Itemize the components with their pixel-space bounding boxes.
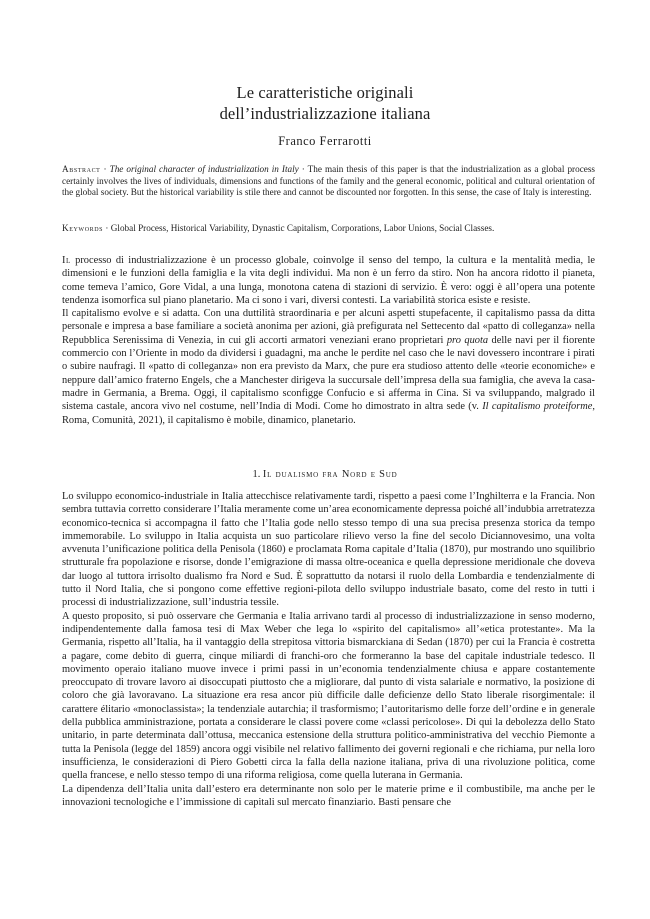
author-name: Franco Ferrarotti (278, 134, 372, 148)
intro-paragraph-1 (62, 254, 595, 307)
intro-paragraph-2-part-a: Il capitalismo evolve e si adatta. Con una duttilità straordinaria e per alcuni aspetti stupefacente, il capitalismo passa da ditta personale e impresa a base familiare a società anonima per azioni, già prefigurata nel Settecento dal «patto di colleganza» nella Repubblica Serenissima di Venezia, in cui gli accorti armatori veneziani erano proprietari (62, 308, 595, 346)
section-heading-1 (0, 468, 650, 481)
keywords-label: Keywords (62, 223, 104, 233)
keywords-text: · Global Process, Historical Variability, Dynastic Capitalism, Corporations, Labor Unions, Social Classes. (103, 223, 495, 233)
abstract (62, 164, 595, 199)
keywords (62, 223, 595, 235)
section-number: 1. (252, 469, 263, 480)
introduction-body (62, 254, 595, 427)
intro-paragraph-2-part-b: delle navi per il fiorente commercio con l’Oriente in modo da dividersi i guadagni, ma anche le perdite nel caso che le navi dovessero incontrare i pirati o subire naufragi. Il «patto di colleganza» non era previsto da Marx, che pure era studioso attento delle «teorie economiche» e neppure dall’amico fraterno Engels, che a Manchester dirigeva la succursale dell’impresa della sua famiglia, che aveva la casa-madre in Germania, a Brema. Oggi, il capitalismo sconfigge Confucio e si afferma in Cina. Si va sviluppando, malgrado il sistema castale, ancora vivo nel costume, nell’India di Modi. Come ho dimostrato in altra sede (v. (62, 334, 595, 413)
intro-italic-pro-quota: pro quota (446, 334, 489, 346)
intro-paragraph-2 (62, 307, 595, 427)
abstract-label: Abstract (62, 164, 101, 174)
abstract-separator: · (100, 164, 110, 174)
section-1-paragraph-2: A questo proposito, si può osservare che Germania e Italia arrivano tardi al processo di industrializzazione in senso moderno, indipendentemente dalla famosa tesi di Max Weber che lega lo «spirito del capitalismo» all’«etica protestante». Ma la Germania, rispetto all’Italia, ha il vantaggio della strepitosa vittoria bismarckiana di Sedan (1870) per cui la Francia è costretta a pagare, come debito di guerra, cinque miliardi di franchi-oro che formeranno la base del capitale industriale tedesco. Il movimento operaio italiano muove invece i primi passi in un’economia tendenzialmente chiusa e appare costantemente preoccupato di trovare lavoro ai disoccupati piuttosto che a migliorare, dal punto di vista salariale e normativo, la posizione di coloro che già lavoravano. La situazione era resa ancor più difficile dalle deficienze dello Stato liberale risorgimentale: il carattere élitario «monoclassista»; la tendenziale autarchia; il trasformismo; l’autoritarismo delle forze dell’ordine e in generale della pubblica amministrazione, portata a considerare le classi povere come «classi pericolose». Di qui la debolezza dello Stato unitario, in parte determinata dall’ottusa, meccanica estensione della struttura politico-amministrativa del vecchio Piemonte a tutta la Penisola (legge del 1859) ancora oggi visibile nel relativo fallimento dei governi regionali e che richiama, pur nella loro insufficienza, le considerazioni di Piero Gobetti circa la falla della nazione italiana, priva di una rivoluzione politica, come quella francese, e nello stesso tempo di una riforma religiosa, come quella luterana in Germania. (62, 610, 595, 782)
intro-paragraph-1-text: processo di industrializzazione è un processo globale, coinvolge il senso del tempo, la cultura e la mentalità media, le dimensioni e le funzioni della famiglia e la vita degli individui. Ma non è un ferro da stiro. Non ha ancora ridotto il pianeta, come temeva l’amico, Gore Vidal, a una lunga, monotona catena di stazioni di servizio. È vero: oggi è all’opera una potente tendenza isomorfica sul piano planetario. Ma ci sono i vari, diversi contesti. La variabilità storica esiste e resiste. (62, 255, 595, 306)
abstract-english-title: The original character of industrialization in Italy (109, 164, 299, 174)
section-1-body (62, 490, 595, 809)
section-1-paragraph-1: Lo sviluppo economico-industriale in Italia attecchisce relativamente tardi, rispetto a paesi come l’Inghilterra e la Francia. Non sembra tuttavia corretto considerare l’Italia meramente come un’area economicamente depressa poiché all’indubbia arretratezza economico-tecnica si accompagna il fatto che l’Italia gode nello stesso tempo di una sua precisa presenza storica da tempo immemorabile. Lo sviluppo in Italia acquista un suo particolare rilievo verso la fine del secolo Diciannovesimo, una volta avvenuta l’unificazione politica della Penisola (1860) e proclamata Roma capitale d’Italia (1870), pur mostrando uno squilibrio strutturale fra popolazione e risorse, donde l’emigrazione di massa oltre-oceanica e quella depressione meridionale che doveva dar luogo al tuttora irrisolto dualismo fra Nord e Sud. È soprattutto da notarsi il ruolo della Lombardia e tendenzialmente di tutto il Nord Italia, che si pongono come effettive regioni-pilota dello sviluppo industriale basato, come del resto in tutti i processi di industrializzazione, sull’industria tessile. (62, 491, 595, 609)
section-title: Il dualismo fra Nord e Sud (262, 469, 398, 480)
intro-lead-word: Il (62, 255, 71, 266)
section-1-paragraph-3: La dipendenza dell’Italia unita dall’estero era determinante non solo per le materie prime e il combustibile, ma anche per le innovazioni tecnologiche e l’immissione di capitali sul mercato finanziario. Basti pensare che (62, 783, 595, 808)
intro-italic-book-title: Il capitalismo proteiforme (482, 401, 593, 413)
article-title-line-2: dell’industrializzazione italiana (219, 104, 431, 123)
abstract-text: · The main thesis of this paper is that the industrialization as a global process certainly involves the lives of individuals, dimensions and functions of the family and the general economic, political and cultural orientation of the global society. But the historical variability is stile there and cannot be discounted nor forgotten. In this sense, the case of Italy is interesting. (62, 164, 596, 198)
article-title-line-1: Le caratteristiche originali (236, 83, 414, 102)
intro-paragraph-2-part-c: , Roma, Comunità, 2021), il capitalismo è mobile, dinamico, planetario. (62, 401, 595, 426)
